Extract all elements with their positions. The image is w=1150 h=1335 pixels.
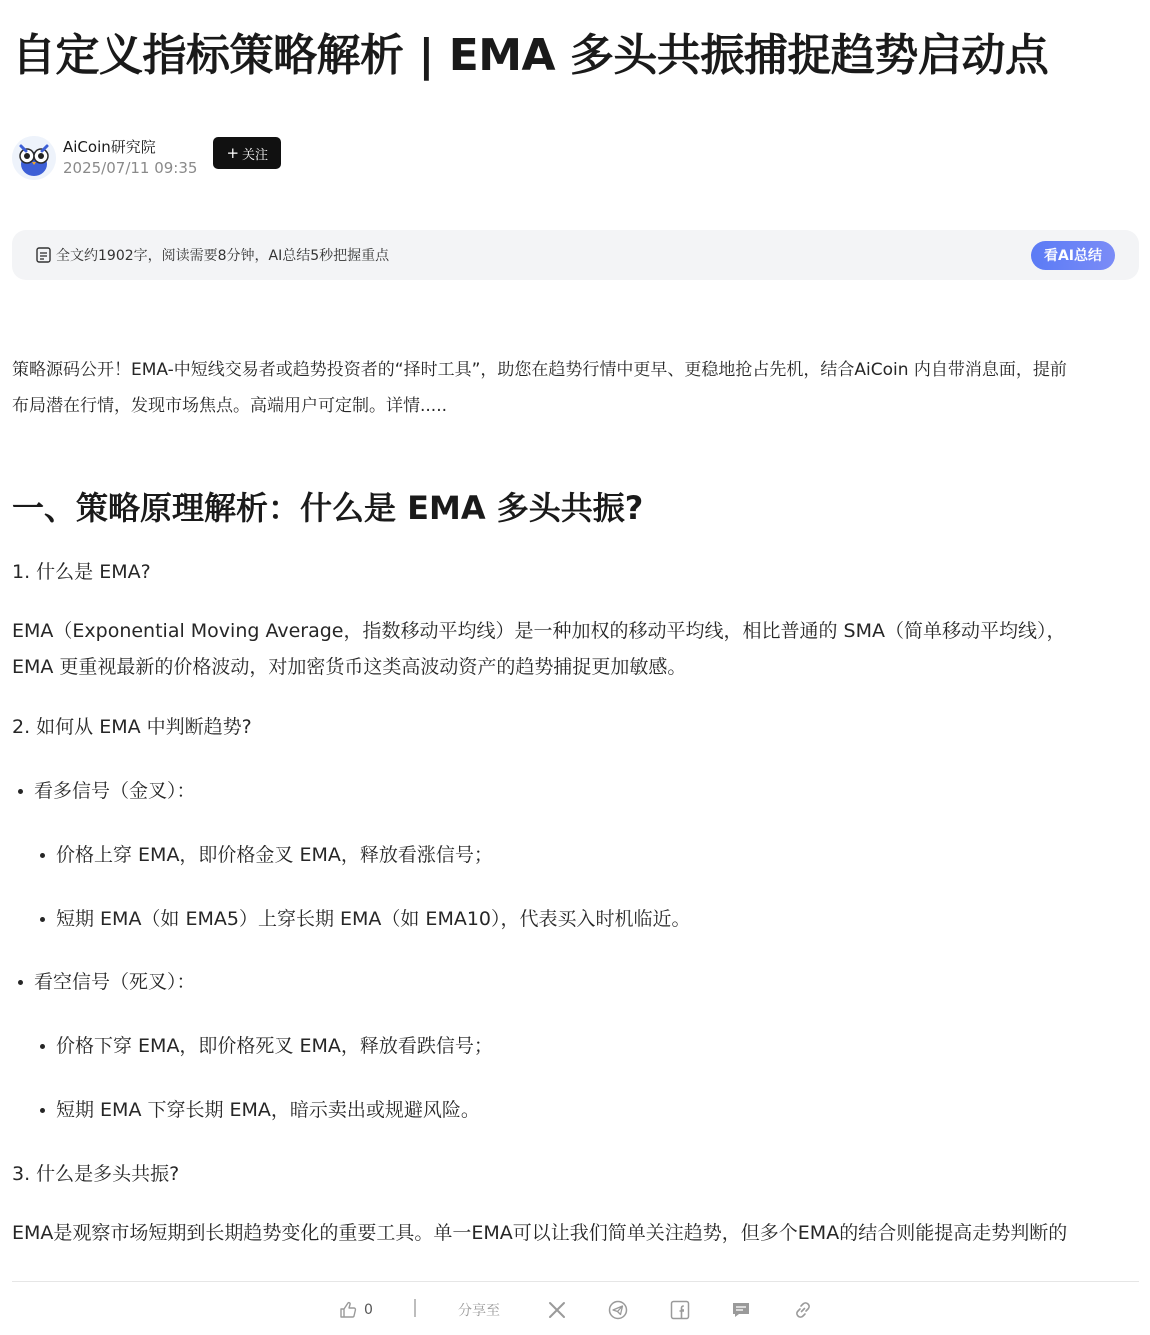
page-title: 自定义指标策略解析 | EMA 多头共振捕捉趋势启动点	[12, 30, 1049, 81]
paragraph-line: EMA 更重视最新的价格波动，对加密货币这类高波动资产的趋势捕捉更加敏感。	[12, 656, 687, 678]
share-facebook-button[interactable]	[670, 1299, 690, 1321]
paragraph-line: EMA（Exponential Moving Average，指数移动平均线）是一种加权的移动平均线，相比普通的 SMA（简单移动平均线），	[12, 620, 1066, 642]
copy-link-button[interactable]	[793, 1299, 813, 1321]
section-heading: 一、策略原理解析：什么是 EMA 多头共振?	[12, 489, 644, 527]
share-telegram-button[interactable]	[608, 1299, 628, 1321]
paragraph: EMA是观察市场短期到长期趋势变化的重要工具。单一EMA可以让我们简单关注趋势，但多个EMA的结合则能提高走势判断的	[12, 1222, 1068, 1244]
follow-label: 关注	[242, 147, 269, 163]
share-message-button[interactable]	[731, 1299, 751, 1321]
summary-text: 全文约1902字，阅读需要8分钟，AI总结5秒把握重点	[56, 248, 390, 264]
avatar[interactable]	[12, 136, 56, 180]
list-item: 短期 EMA（如 EMA5）上穿长期 EMA（如 EMA10），代表买入时机临近。	[12, 905, 1140, 933]
x-icon	[547, 1300, 567, 1320]
intro-line: 布局潜在行情，发现市场焦点。高端用户可定制。详情.....	[12, 396, 448, 416]
intro-line: 策略源码公开！EMA-中短线交易者或趋势投资者的“择时工具”，助您在趋势行情中更早、更稳地抢占先机，结合AiCoin 内自带消息面，提前	[12, 360, 1067, 380]
list-item: 看多信号（金叉）：	[12, 777, 1140, 805]
follow-button[interactable]	[213, 137, 281, 169]
footer-action-bar	[0, 1282, 1150, 1335]
author-row	[12, 134, 281, 182]
footer-separator	[414, 1299, 416, 1317]
author-name[interactable]: AiCoin研究院	[63, 138, 156, 156]
document-icon	[36, 247, 51, 263]
intro-paragraph	[12, 352, 1140, 424]
message-icon	[731, 1300, 751, 1320]
ai-summary-button[interactable]: 看AI总结	[1031, 241, 1115, 270]
list-item: 价格下穿 EMA，即价格死叉 EMA，释放看跌信号；	[12, 1032, 1140, 1060]
owl-mascot-icon	[12, 136, 56, 180]
plus-icon: +	[226, 144, 240, 162]
share-label: 分享至	[458, 1303, 500, 1319]
link-icon	[793, 1300, 813, 1320]
author-meta	[63, 137, 197, 179]
sub-heading: 1. 什么是 EMA?	[12, 561, 151, 583]
article-body	[12, 352, 1140, 1251]
paragraph	[12, 613, 1140, 685]
telegram-icon	[608, 1300, 628, 1320]
list-item: 看空信号（死叉）：	[12, 968, 1140, 996]
ai-summary-bar	[12, 230, 1139, 280]
list-item: 短期 EMA 下穿长期 EMA，暗示卖出或规避风险。	[12, 1096, 1140, 1124]
like-count: 0	[364, 1302, 373, 1318]
list-item: 价格上穿 EMA，即价格金叉 EMA，释放看涨信号；	[12, 841, 1140, 869]
sub-heading: 3. 什么是多头共振?	[12, 1163, 180, 1185]
like-button[interactable]	[338, 1299, 373, 1321]
thumbs-up-icon	[338, 1300, 358, 1320]
facebook-icon	[670, 1300, 690, 1320]
share-x-button[interactable]	[547, 1299, 567, 1321]
publish-date: 2025/07/11 09:35	[63, 159, 198, 177]
sub-heading: 2. 如何从 EMA 中判断趋势?	[12, 716, 252, 738]
